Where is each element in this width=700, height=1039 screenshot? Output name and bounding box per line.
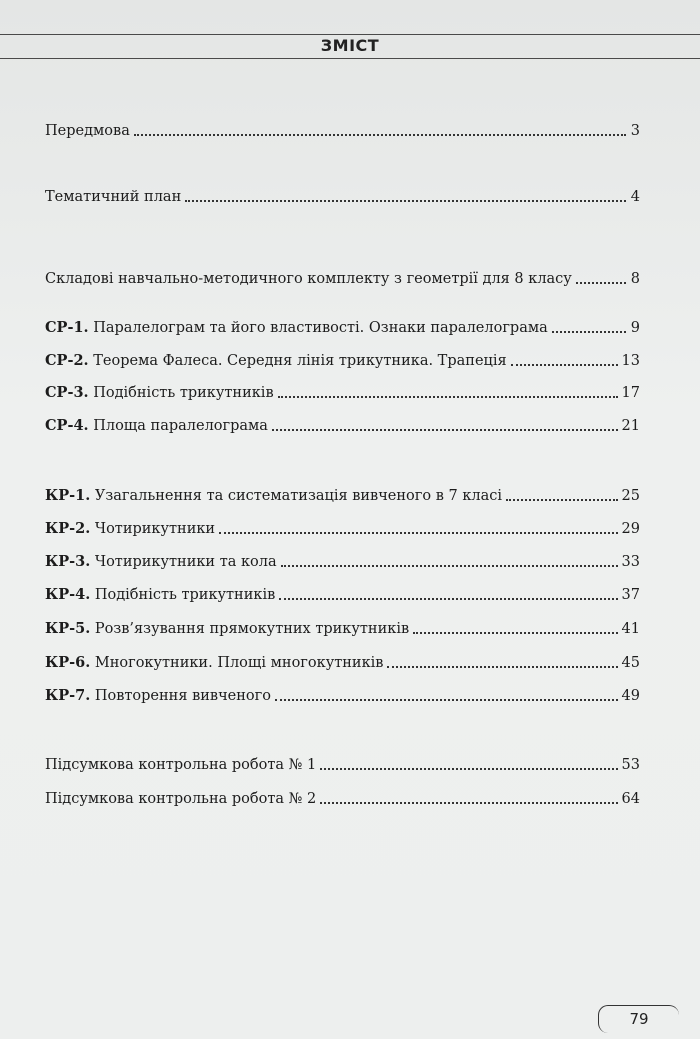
toc-entry-code: СР-3.	[45, 384, 89, 401]
toc-entry-code: СР-1.	[45, 319, 89, 336]
toc-entry-title	[45, 487, 502, 505]
toc-entry	[45, 752, 640, 774]
toc-entry-text: Площа паралелограма	[93, 418, 268, 434]
toc-entry-code: КР-4.	[45, 586, 91, 603]
toc-entry-page: 21	[621, 418, 640, 434]
toc-dot-leader	[281, 565, 618, 567]
header-bottom-rule	[0, 58, 700, 59]
toc-entry	[45, 683, 640, 705]
toc-entry-text: Передмова	[45, 123, 130, 139]
toc-entry-page: 13	[621, 353, 640, 369]
toc-entry-title	[45, 270, 572, 288]
toc-dot-leader	[511, 364, 618, 366]
toc-entry-title	[45, 122, 130, 140]
toc-entry-page: 41	[621, 621, 640, 637]
toc-entry-code: КР-2.	[45, 520, 91, 537]
toc-dot-leader	[134, 134, 626, 136]
toc-dot-leader	[552, 331, 626, 333]
toc-entry-code: СР-4.	[45, 417, 89, 434]
toc-dot-leader	[320, 802, 617, 804]
toc-entry-text: Тематичний план	[45, 189, 182, 205]
toc-dot-leader	[272, 429, 618, 431]
toc-entry-text: Узагальнення та систематизація вивченого в 7 класі	[94, 488, 503, 504]
header-top-rule	[0, 34, 700, 35]
toc-entry-title	[45, 319, 548, 337]
toc-entry-title	[45, 384, 274, 402]
toc-entry-code: КР-1.	[45, 487, 91, 504]
toc-entry-text: Повторення вивченого	[94, 688, 271, 704]
toc-dot-leader	[219, 532, 617, 534]
toc-entry-text: Паралелограм та його властивості. Ознаки паралелограма	[93, 320, 548, 336]
toc-entry	[45, 380, 640, 402]
toc-entry-title	[45, 417, 268, 435]
toc-entry-page: 25	[621, 488, 640, 504]
toc-entry-text: Чотирикутники	[94, 521, 216, 537]
toc-entry-text: Подібність трикутників	[94, 587, 276, 603]
toc-entry-title	[45, 352, 507, 370]
toc-entry-page: 53	[621, 757, 640, 773]
toc-entry	[45, 118, 640, 140]
toc-entry-text: Підсумкова контрольна робота № 1	[45, 757, 317, 773]
toc-entry	[45, 616, 640, 638]
toc-dot-leader	[275, 699, 618, 701]
toc-entry-page: 29	[621, 521, 640, 537]
toc-dot-leader	[576, 282, 626, 284]
toc-entry-title	[45, 790, 316, 808]
toc-entry-page: 64	[621, 791, 640, 807]
toc-entry-page: 33	[621, 554, 640, 570]
toc-entry	[45, 348, 640, 370]
toc-entry-title	[45, 687, 271, 705]
toc-entry-page: 8	[630, 271, 640, 287]
toc-entry-title	[45, 654, 383, 672]
toc-entry	[45, 786, 640, 808]
toc-entry-text: Чотирикутники та кола	[94, 554, 277, 570]
toc-entry	[45, 483, 640, 505]
toc-entry-code: КР-6.	[45, 654, 91, 671]
toc-entry-page: 3	[630, 123, 640, 139]
toc-entry-code: КР-3.	[45, 553, 91, 570]
toc-entry	[45, 549, 640, 571]
toc-entry-text: Теорема Фалеса. Середня лінія трикутника. Трапеція	[93, 353, 507, 369]
toc-entry-page: 45	[621, 655, 640, 671]
toc-entry-page: 49	[621, 688, 640, 704]
toc-entry-title	[45, 188, 181, 206]
toc-entry-text: Подібність трикутників	[93, 385, 274, 401]
toc-entry	[45, 582, 640, 604]
toc-entry-text: Складові навчально-методичного комплекту з геометрії для 8 класу	[45, 271, 572, 287]
toc-entry-text: Многокутники. Площі многокутників	[94, 655, 384, 671]
toc-entry	[45, 184, 640, 206]
toc-dot-leader	[387, 666, 617, 668]
toc-entry-code: КР-5.	[45, 620, 91, 637]
toc-entry-page: 37	[621, 587, 640, 603]
toc-entry	[45, 650, 640, 672]
toc-entry-code: СР-2.	[45, 352, 89, 369]
toc-entry-page: 17	[621, 385, 640, 401]
toc-entry-title	[45, 756, 316, 774]
toc-entry-title	[45, 553, 277, 571]
toc-entry	[45, 266, 640, 288]
toc-dot-leader	[279, 598, 617, 600]
toc-dot-leader	[278, 396, 618, 398]
toc-entry-title	[45, 620, 409, 638]
toc-dot-leader	[506, 499, 618, 501]
toc-dot-leader	[320, 768, 617, 770]
toc-dot-leader	[413, 632, 617, 634]
page-number: 79	[598, 1005, 679, 1033]
toc-entry-page: 9	[630, 320, 640, 336]
toc-entry-text: Підсумкова контрольна робота № 2	[45, 791, 317, 807]
toc-entry	[45, 516, 640, 538]
toc-entry	[45, 315, 640, 337]
toc-entry-text: Розв’язування прямокутних трикутників	[94, 621, 410, 637]
toc-entry-page: 4	[630, 189, 640, 205]
toc-entry-title	[45, 520, 215, 538]
toc-entry-code: КР-7.	[45, 687, 91, 704]
toc-entry	[45, 413, 640, 435]
toc-entry-title	[45, 586, 275, 604]
page-title: ЗМІСТ	[320, 36, 380, 55]
toc-dot-leader	[185, 200, 626, 202]
